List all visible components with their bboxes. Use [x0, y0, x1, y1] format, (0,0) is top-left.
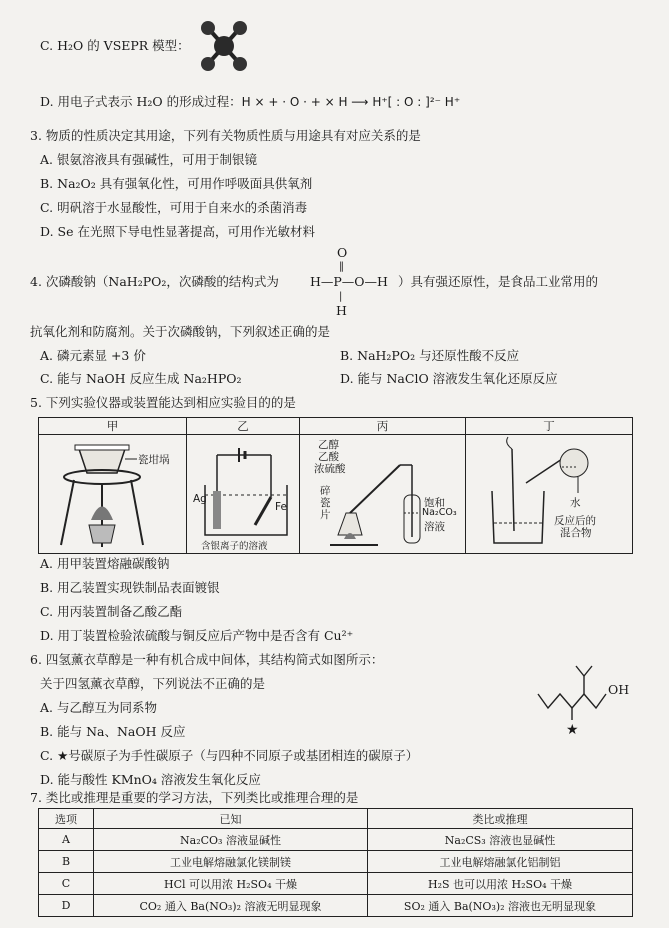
dilution-beaker-icon: [466, 435, 626, 553]
label-fe: Fe: [275, 501, 287, 513]
table-row: [39, 873, 633, 895]
label-water: 水: [570, 497, 581, 509]
q4-option-d: D. 能与 NaClO 溶液发生氧化还原反应: [340, 371, 558, 386]
star-marker: ★: [566, 722, 579, 738]
q4-option-c: C. 能与 NaOH 反应生成 Na₂HPO₂: [40, 371, 242, 386]
label-chips-3: 片: [320, 509, 331, 521]
q5-option-a: A. 用甲装置熔融碳酸钠: [40, 556, 170, 571]
apparatus-yi: [187, 435, 300, 554]
label-mixture-1: 反应后的: [554, 515, 596, 527]
header-known: 已知: [94, 809, 368, 829]
header-yi: 乙: [187, 418, 300, 435]
label-na2co3: Na₂CO₃: [422, 507, 457, 518]
header-option: 选项: [39, 809, 94, 829]
header-inference: 类比或推理: [368, 809, 633, 829]
q6-option-a: A. 与乙醇互为同系物: [40, 700, 157, 715]
q4-stem-c: 抗氧化剂和防腐剂。关于次磷酸钠，下列叙述正确的是: [30, 324, 331, 339]
row-inference: 工业电解熔融氯化铝制铝: [368, 851, 633, 873]
q5-option-d: D. 用丁装置检验浓硫酸与铜反应后产物中是否含有 Cu²⁺: [40, 628, 354, 643]
row-option: A: [39, 829, 94, 851]
apparatus-jia: [39, 435, 187, 554]
q4-struct-top: O: [337, 245, 348, 260]
q3-option-a: A. 银氨溶液具有强碱性，可用于制银镜: [40, 152, 257, 167]
q7-stem: 7. 类比或推理是重要的学习方法，下列类比或推理合理的是: [30, 790, 359, 805]
row-known: CO₂ 通入 Ba(NO₃)₂ 溶液无明显现象: [94, 895, 368, 917]
label-ag: Ag: [193, 493, 207, 505]
q2-option-c: C. H₂O 的 VSEPR 模型：: [40, 38, 190, 53]
q4-option-a: A. 磷元素显 +3 价: [40, 348, 146, 363]
header-bing: 丙: [300, 418, 466, 435]
q6-option-d: D. 能与酸性 KMnO₄ 溶液发生氧化反应: [40, 772, 261, 787]
vsepr-model-icon: [196, 18, 252, 74]
table-row: [39, 851, 633, 873]
oh-group: OH: [608, 682, 630, 697]
q4-option-b: B. NaH₂PO₂ 与还原性酸不反应: [340, 348, 520, 363]
row-option: B: [39, 851, 94, 873]
table-row: [39, 829, 633, 851]
apparatus-ding: [466, 435, 633, 554]
row-known: 工业电解熔融氯化镁制镁: [94, 851, 368, 873]
q5-option-b: B. 用乙装置实现铁制品表面镀银: [40, 580, 220, 595]
q5-stem: 5. 下列实验仪器或装置能达到相应实验目的的是: [30, 395, 296, 410]
q6-option-c: C. ★号碳原子为手性碳原子（与四种不同原子或基团相连的碳原子）: [40, 748, 419, 763]
analogy-table: [38, 808, 633, 917]
lavandulol-structure-icon: [534, 664, 628, 734]
q5-option-c: C. 用丙装置制备乙酸乙酯: [40, 604, 183, 619]
q6-option-b: B. 能与 Na、NaOH 反应: [40, 724, 186, 739]
label-acetic-acid: 乙酸: [318, 451, 339, 463]
q3-stem: 3. 物质的性质决定其用途，下列有关物质性质与用途具有对应关系的是: [30, 128, 421, 143]
label-crucible: 瓷坩埚: [138, 454, 170, 466]
row-option: C: [39, 873, 94, 895]
header-ding: 丁: [466, 418, 633, 435]
row-option: D: [39, 895, 94, 917]
row-known: HCl 可以用浓 H₂SO₄ 干燥: [94, 873, 368, 895]
label-chips-2: 瓷: [320, 497, 331, 509]
apparatus-table: [38, 417, 633, 554]
label-saturated: 饱和: [424, 497, 445, 509]
header-jia: 甲: [39, 418, 187, 435]
label-ethanol: 乙醇: [318, 439, 339, 451]
q3-option-c: C. 明矾溶于水显酸性，可用于自来水的杀菌消毒: [40, 200, 308, 215]
electron-formula: H × + · O · + × H ⟶ H⁺[ : O : ]²⁻ H⁺: [241, 95, 461, 109]
label-sol: 溶液: [424, 521, 445, 533]
label-conc-acid: 浓硫酸: [314, 463, 346, 475]
q4-stem-b: ）具有强还原性，是食品工业常用的: [398, 274, 599, 289]
q6-stem: 6. 四氢薰衣草醇是一种有机合成中间体，其结构简式如图所示：: [30, 652, 384, 667]
q4-struct-bottom: H: [336, 303, 347, 318]
q2-option-d-text: D. 用电子式表示 H₂O 的形成过程：: [40, 94, 242, 109]
row-inference: SO₂ 通入 Ba(NO₃)₂ 溶液也无明显现象: [368, 895, 633, 917]
q3-option-b: B. Na₂O₂ 具有强氧化性，可用作呼吸面具供氧剂: [40, 176, 313, 191]
q4-struct-mid: H—P—O—H: [310, 274, 388, 289]
row-inference: Na₂CS₃ 溶液也显碱性: [368, 829, 633, 851]
label-mixture-2: 混合物: [560, 527, 592, 539]
q4-struct-single-bond: |: [339, 291, 343, 302]
row-inference: H₂S 也可以用浓 H₂SO₄ 干燥: [368, 873, 633, 895]
row-known: Na₂CO₃ 溶液显碱性: [94, 829, 368, 851]
q4-stem-a: 4. 次磷酸钠（NaH₂PO₂，次磷酸的结构式为: [30, 274, 279, 289]
q4-struct-double-bond: ‖: [339, 261, 344, 272]
table-row: [39, 895, 633, 917]
q3-option-d: D. Se 在光照下导电性显著提高，可用作光敏材料: [40, 224, 315, 239]
label-solution: 含银离子的溶液: [201, 541, 268, 552]
q2-option-d: [40, 94, 460, 110]
q6-stem-2: 关于四氢薰衣草醇，下列说法不正确的是: [40, 676, 266, 691]
label-chips-1: 碎: [320, 485, 331, 497]
apparatus-bing: [300, 435, 466, 554]
